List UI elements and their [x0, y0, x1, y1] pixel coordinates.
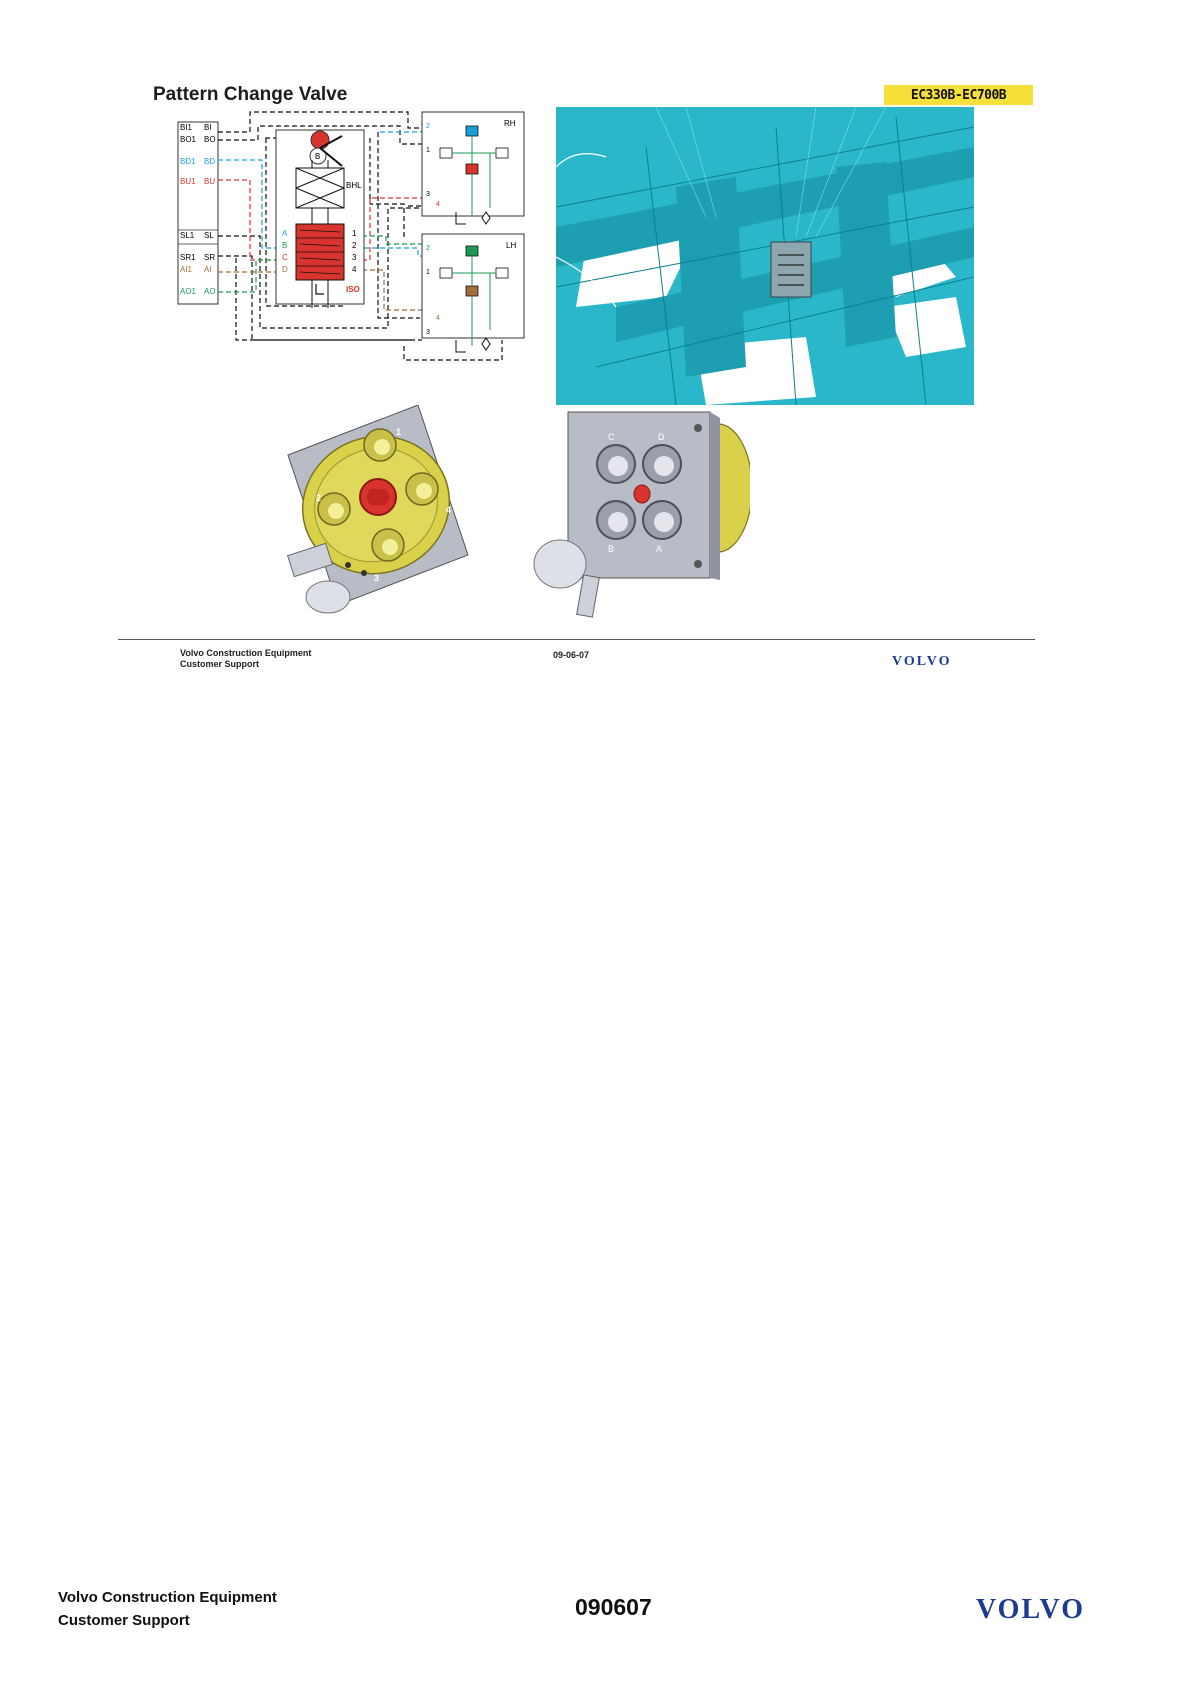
page-footer-line2: Customer Support	[58, 1612, 190, 1629]
square-port-letter: A	[656, 544, 663, 554]
port-label-right: BD	[204, 157, 216, 166]
rh-port: 3	[426, 191, 430, 198]
port-label-left: BI1	[180, 123, 193, 132]
lh-port: 4	[436, 315, 440, 322]
square-port-letter: D	[658, 432, 665, 442]
hydraulic-schematic	[172, 108, 530, 378]
slide-title: Pattern Change Valve	[153, 84, 348, 105]
lever-b-label: B	[315, 152, 321, 161]
port-label-left: BO1	[180, 135, 197, 144]
page-footer-company	[58, 1586, 277, 1632]
port-label-left: BU1	[180, 177, 196, 186]
rh-label: RH	[504, 119, 516, 128]
slide-footer-company	[180, 648, 311, 670]
page-footer-line1: Volvo Construction Equipment	[58, 1589, 277, 1606]
round-port-number: 2	[316, 493, 322, 503]
lh-label: LH	[506, 241, 517, 250]
slide-footer-logo: VOLVO	[892, 654, 952, 669]
slide-footer-date: 09-06-07	[553, 650, 590, 660]
rh-port: 2	[426, 123, 430, 130]
spool-port-right: 3	[352, 253, 357, 262]
model-badge: EC330B-EC700B	[884, 85, 1033, 105]
spool-port-left: A	[282, 229, 288, 238]
lh-port: 2	[426, 245, 430, 252]
lh-port: 3	[426, 329, 430, 336]
slide-footer-line1: Volvo Construction Equipment	[180, 648, 312, 658]
valve-label: BHL	[346, 181, 362, 190]
port-label-right: SR	[204, 253, 216, 262]
lh-port: 1	[426, 269, 430, 276]
port-label-left: SL1	[180, 231, 195, 240]
slide-divider	[118, 639, 1035, 640]
lever-knob	[311, 131, 329, 149]
page-footer-code: 090607	[575, 1594, 652, 1620]
port-label-left: AO1	[180, 287, 197, 296]
square-port-letter: B	[608, 544, 615, 554]
port-label-left: SR1	[180, 253, 196, 262]
spool-port-right: 2	[352, 241, 357, 250]
spool-port-left: D	[282, 265, 288, 274]
port-label-right: AI	[204, 265, 212, 274]
valve-square-face	[520, 408, 750, 618]
port-label-right: BI	[204, 123, 212, 132]
round-port-number: 3	[374, 573, 380, 583]
connector-block	[178, 122, 218, 304]
rh-port: 4	[436, 201, 440, 208]
spool-port-left: C	[282, 253, 288, 262]
slide-footer-line2: Customer Support	[180, 659, 260, 669]
page-footer-logo: VOLVO	[976, 1594, 1085, 1625]
square-port-letter: C	[608, 432, 615, 442]
spool-port-left: B	[282, 241, 288, 250]
port-label-left: AI1	[180, 265, 193, 274]
chassis-render	[556, 107, 974, 405]
spool-port-right: 4	[352, 265, 357, 274]
spool-port-right: 1	[352, 229, 357, 238]
rh-port: 1	[426, 147, 430, 154]
round-port-number: 1	[396, 427, 402, 437]
chassis-render-art	[556, 107, 974, 405]
round-port-number: 4	[446, 505, 452, 515]
iso-label: ISO	[346, 285, 360, 294]
port-label-right: SL	[204, 231, 214, 240]
port-label-left: BD1	[180, 157, 196, 166]
port-label-right: AO	[204, 287, 216, 296]
port-label-right: BU	[204, 177, 216, 186]
valve-round-face	[278, 405, 478, 615]
port-label-right: BO	[204, 135, 216, 144]
